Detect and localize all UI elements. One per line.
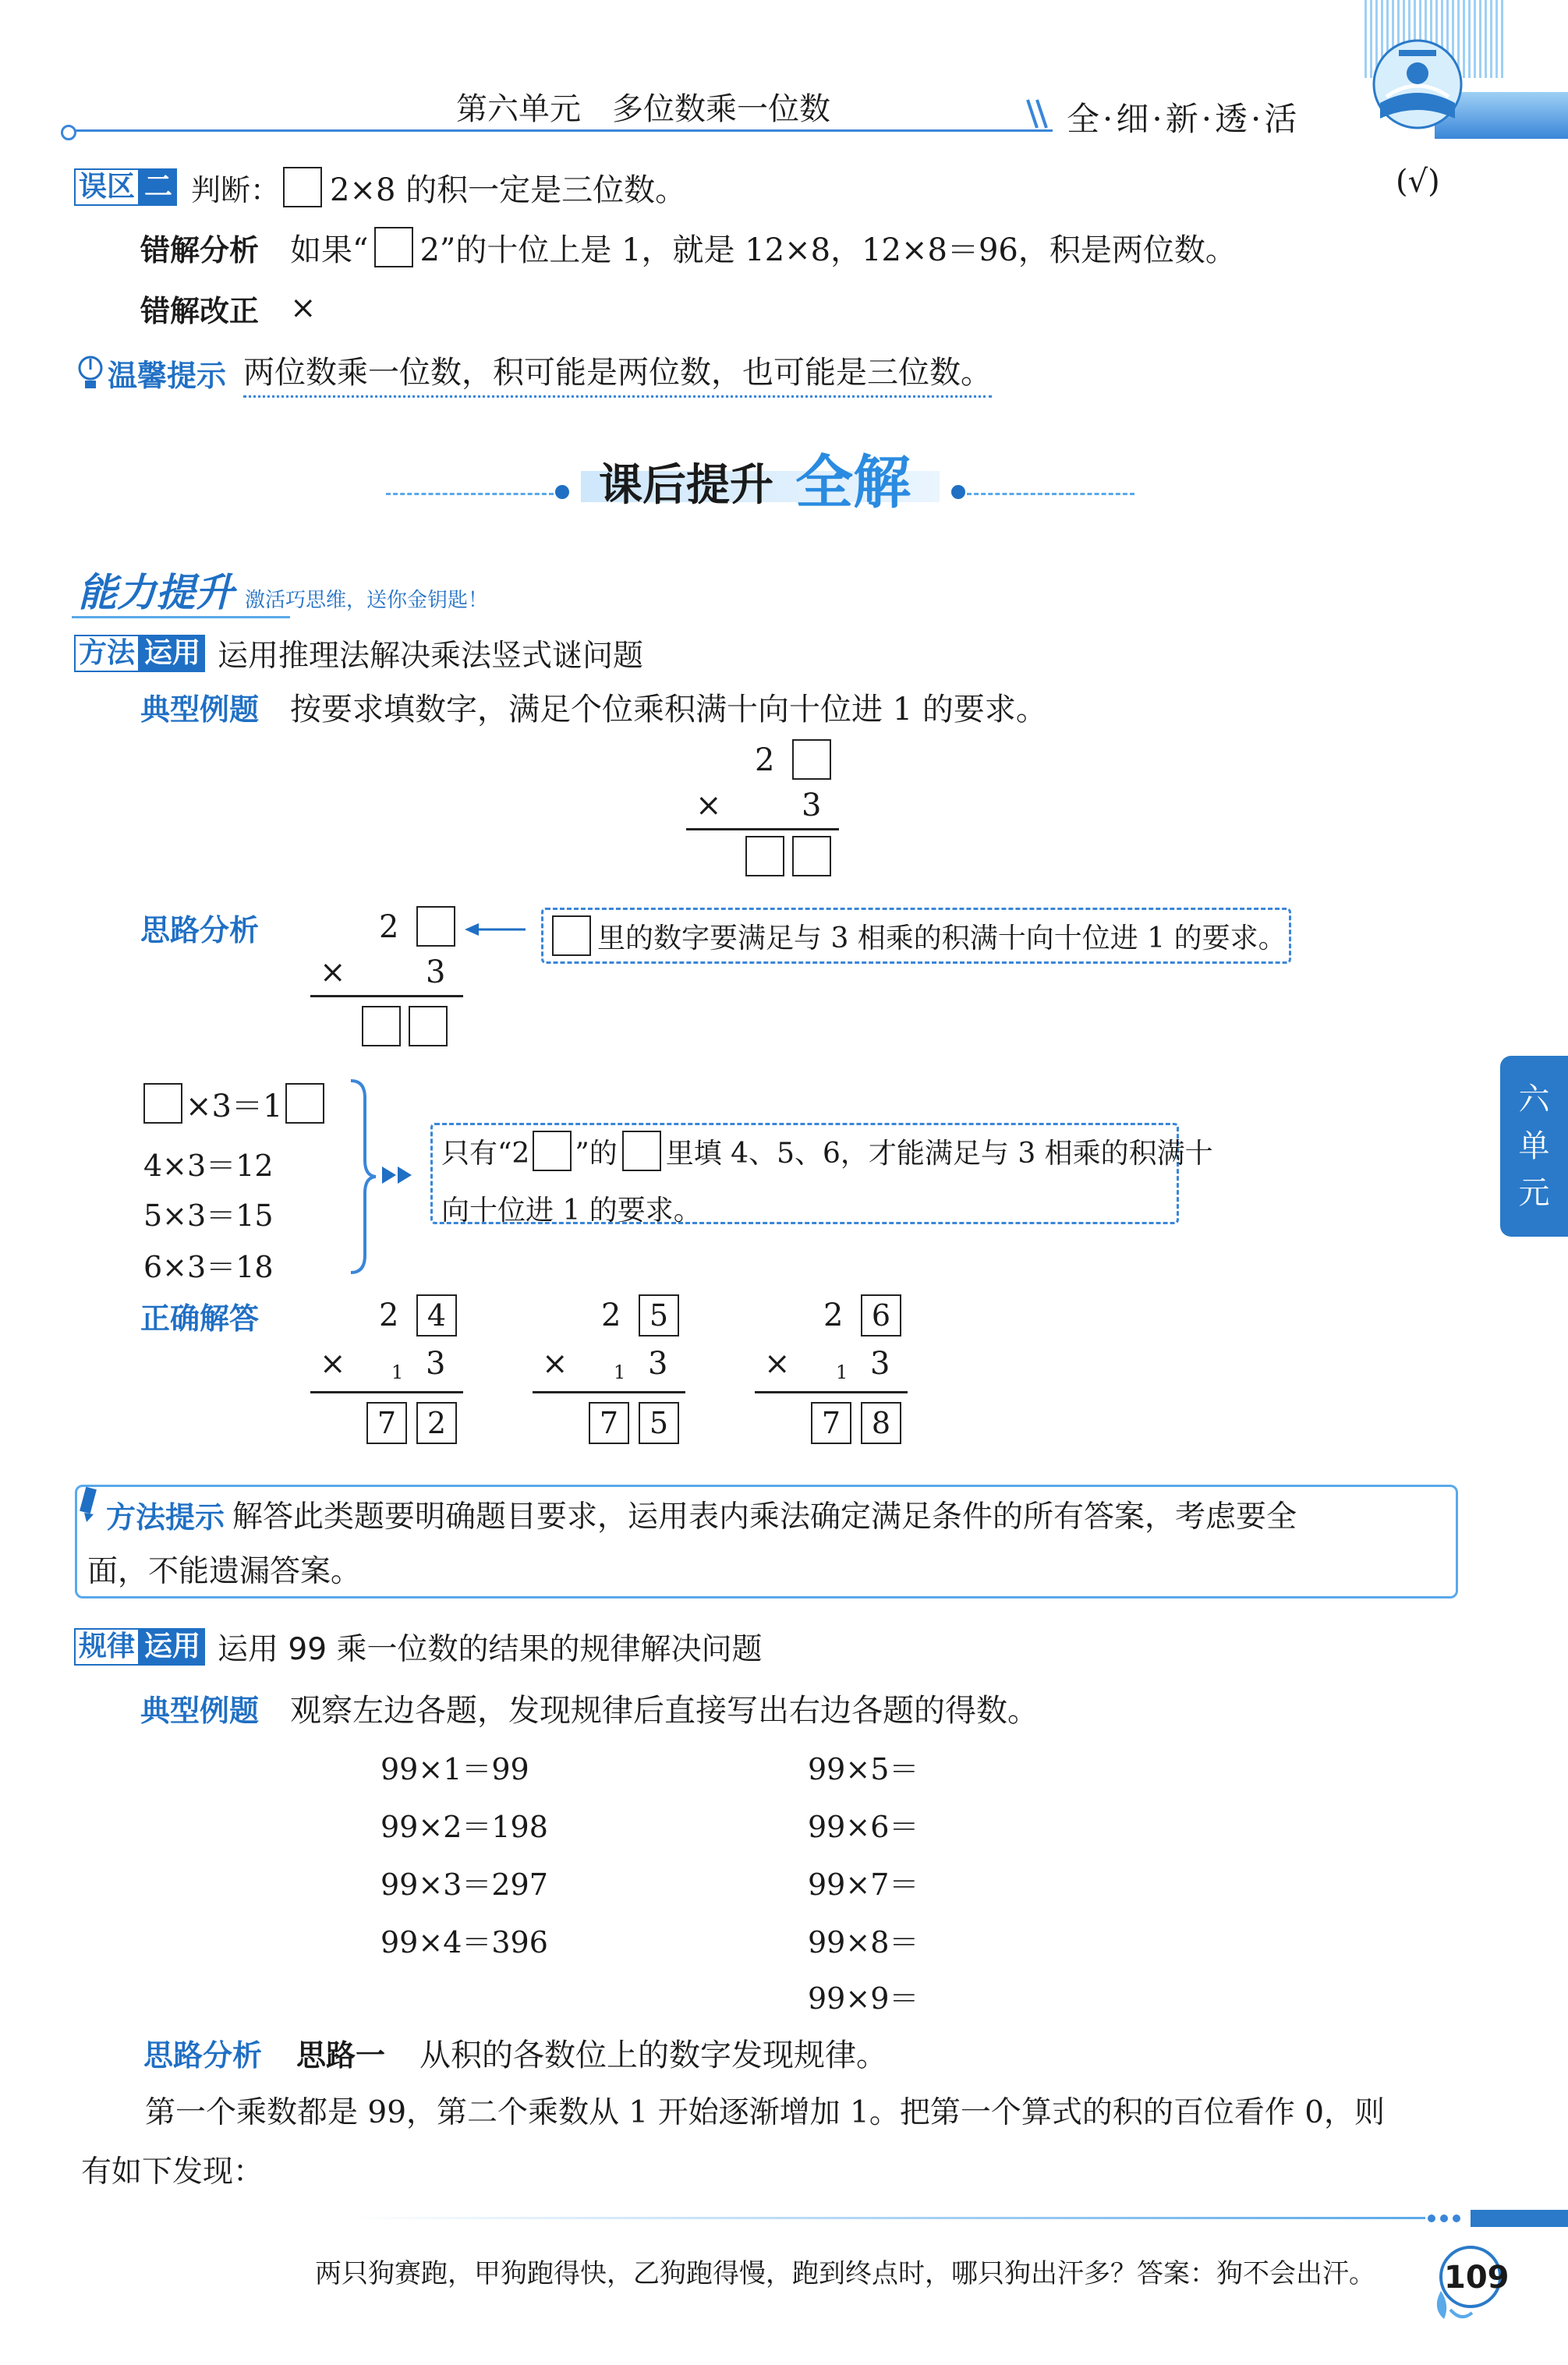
misconception-line (74, 167, 686, 207)
answer-rule (533, 1391, 685, 1393)
section-title (0, 437, 1568, 522)
answer-times: × (764, 1346, 791, 1382)
note2-d: 向十位进 1 的要求。 (441, 1195, 702, 1227)
judge-statement: 2×8 的积一定是三位数。 (330, 172, 687, 208)
correct-label: 错解改正 (140, 293, 260, 328)
analysis-vertical (310, 906, 466, 1054)
note2-b: ”的 (575, 1137, 618, 1170)
tip-line (75, 349, 992, 396)
answer-top: 2 (379, 1298, 399, 1333)
analysis-rule (310, 995, 463, 997)
right-eq-2: 99×6＝ (808, 1810, 919, 1844)
footer-rule (349, 2217, 1425, 2219)
blank-box (409, 1006, 448, 1046)
para1: 第一个乘数都是 99，第二个乘数从 1 开始逐渐增加 1。把第一个算式的积的百位看作 0，则 (145, 2095, 1386, 2130)
series-title: 全·细·新·透·活 (1067, 100, 1301, 138)
blank-box (374, 227, 413, 267)
method-tip-text1: 解答此类题要明确题目要求，运用表内乘法确定满足条件的所有答案，考虑要全 (232, 1499, 1297, 1535)
tag-er: 二 (140, 168, 177, 206)
tip-text: 两位数乘一位数，积可能是两位数，也可能是三位数。 (243, 348, 992, 398)
note1-text: 里的数字要满足与 3 相乘的积满十向十位进 1 的要求。 (597, 922, 1287, 954)
judge-mark: (√) (1396, 164, 1440, 200)
correct-answer: × (290, 290, 317, 326)
answer-result-ones: 2 (416, 1402, 457, 1444)
method-tip-line1 (106, 1492, 1297, 1536)
example2-text: 观察左边各题，发现规律后直接写出右边各题的得数。 (290, 1692, 1039, 1729)
answer-result-tens: 7 (811, 1402, 851, 1444)
example2-line (140, 1687, 1039, 1728)
answer-carry: 1 (391, 1361, 404, 1383)
side-tab-char-2: 单 (1518, 1128, 1550, 1164)
method2-title: 运用 99 乘一位数的结果的规律解决问题 (218, 1632, 763, 1667)
tag-use: 运用 (140, 635, 205, 672)
analysis-top-digit: 2 (379, 909, 399, 945)
section-rule-right (967, 493, 1134, 495)
page-number-badge (1427, 2238, 1513, 2324)
blank-box (416, 906, 455, 947)
answer-box: 6 (861, 1294, 901, 1337)
footer-band (1471, 2210, 1568, 2227)
answer-times: × (542, 1346, 568, 1382)
footer-riddle: 两只狗赛跑，甲狗跑得快，乙狗跑得慢，跑到终点时，哪只狗出汗多？答案：狗不会出汗。 (315, 2258, 1375, 2289)
answer-mult: 3 (426, 1346, 446, 1382)
analysis-line (140, 226, 1237, 268)
left-eq-3: 99×3＝297 (380, 1868, 548, 1902)
right-eq-5: 99×9＝ (808, 1981, 919, 2016)
example1-text: 按要求填数字，满足个位乘积满十向十位进 1 的要求。 (290, 691, 1047, 728)
blank-box (143, 1083, 182, 1124)
fact-eq-1: 4×3＝12 (143, 1149, 274, 1183)
example1-line (140, 686, 1047, 727)
idea-text: 从积的各数位上的数字发现规律。 (419, 2037, 888, 2073)
analysis-multiplier: 3 (426, 954, 446, 990)
answer-vertical (533, 1294, 688, 1458)
method1-title: 运用推理法解决乘法竖式谜问题 (218, 639, 644, 674)
header-rule-dot (61, 125, 76, 140)
answer-result-ones: 8 (861, 1402, 901, 1444)
answer-result-tens: 7 (366, 1402, 407, 1444)
answer-vertical (310, 1294, 466, 1458)
blank-box (362, 1006, 401, 1046)
section-rule-left (386, 493, 554, 495)
answer-result-ones: 5 (639, 1402, 679, 1444)
pencil-icon (75, 1486, 103, 1524)
left-eq-2: 99×2＝198 (380, 1810, 548, 1844)
idea-label: 思路一 (296, 2038, 386, 2073)
side-tab-char-1: 六 (1518, 1082, 1550, 1117)
arrow-left-icon (465, 920, 527, 939)
side-tab-char-3: 元 (1518, 1175, 1550, 1211)
method1-header (74, 633, 643, 674)
problem-vertical (686, 739, 842, 887)
analysis1-label: 思路分析 (140, 913, 260, 947)
left-eq-1: 99×1＝99 (380, 1752, 529, 1786)
double-arrow-icon (382, 1165, 419, 1185)
para2: 有如下发现： (81, 2154, 264, 2190)
answer-rule (310, 1391, 463, 1393)
header-rule (66, 129, 1053, 132)
right-eq-4: 99×8＝ (808, 1925, 919, 1960)
lightbulb-icon (75, 352, 108, 393)
example2-label: 典型例题 (140, 1693, 260, 1728)
section-title-b: 全解 (795, 449, 911, 516)
blank-box (552, 915, 591, 956)
blank-box (533, 1131, 572, 1171)
answer-carry: 1 (836, 1361, 848, 1383)
note1-line (552, 914, 1287, 958)
answer-top: 2 (601, 1298, 621, 1333)
blank-box (285, 1083, 324, 1124)
answers (310, 1294, 934, 1458)
fact-line-0 (143, 1081, 324, 1126)
fact-eq-2: 5×3＝15 (143, 1198, 274, 1233)
blank-box (792, 836, 831, 876)
method2-header (74, 1627, 762, 1667)
judge-label: 判断： (191, 172, 281, 207)
section-dot-right (951, 485, 965, 499)
header-bar (0, 0, 1568, 156)
answer-times: × (320, 1346, 346, 1382)
tag-wu-qu: 误区 (74, 168, 140, 206)
analysis-times: × (320, 954, 346, 990)
correct-line (140, 287, 317, 329)
answer-top: 2 (823, 1298, 844, 1333)
tag-use: 运用 (140, 1628, 205, 1666)
note2-a: 只有“2 (441, 1137, 530, 1170)
answer-rule (755, 1391, 908, 1393)
answer-result-tens: 7 (589, 1402, 629, 1444)
tip-label: 温馨提示 (108, 358, 227, 393)
blank-box (283, 167, 322, 207)
note2-c: 里填 4、5、6，才能满足与 3 相乘的积满十 (665, 1137, 1213, 1170)
analysis-pre: 如果“ (290, 232, 369, 268)
problem-rule (686, 828, 839, 830)
answer-vertical (755, 1294, 911, 1458)
side-tab (1500, 1056, 1568, 1237)
fact-eq-3: 6×3＝18 (143, 1250, 274, 1284)
note2-line-a (441, 1129, 1213, 1173)
answer-carry: 1 (614, 1361, 626, 1383)
analysis2-label: 思路分析 (143, 2038, 263, 2073)
header-slash-icon (1023, 98, 1051, 129)
answer-box: 5 (639, 1294, 679, 1337)
answer1-label: 正确解答 (140, 1301, 260, 1336)
left-eq-4: 99×4＝396 (380, 1925, 548, 1960)
tag-method: 方法 (74, 635, 140, 672)
analysis-label: 错解分析 (140, 232, 260, 267)
right-eq-1: 99×5＝ (808, 1752, 919, 1786)
unit-title: 第六单元 多位数乘一位数 (456, 91, 830, 127)
tag-rule: 规律 (74, 1628, 140, 1666)
problem-times: × (696, 788, 722, 823)
ability-header (78, 563, 488, 618)
section-title-a: 课后提升 (599, 460, 773, 511)
problem-multiplier: 3 (802, 788, 822, 823)
ability-slogan: 激活巧思维，送你金钥匙！ (245, 589, 489, 612)
method-tip-label: 方法提示 (106, 1499, 225, 1535)
analysis-text: 2”的十位上是 1，就是 12×8，12×8＝96，积是两位数。 (419, 232, 1237, 268)
blank-box (622, 1131, 661, 1171)
right-eq-3: 99×7＝ (808, 1868, 919, 1902)
blank-box (792, 739, 831, 780)
answer-mult: 3 (870, 1346, 890, 1382)
ability-title: 能力提升 (78, 570, 234, 615)
answer-box: 4 (416, 1294, 457, 1337)
blank-box (745, 836, 784, 876)
ability-rule (72, 616, 290, 618)
section-dot-left (555, 485, 569, 499)
fact-eq0: ×3＝1 (186, 1088, 283, 1124)
book-logo-icon (1363, 36, 1472, 137)
method-tip-text2: 面，不能遗漏答案。 (87, 1554, 362, 1589)
brace-icon (348, 1079, 379, 1274)
example1-label: 典型例题 (140, 692, 260, 727)
analysis2-line (143, 2030, 887, 2074)
page-number: 109 (1444, 2260, 1510, 2296)
problem-top-digit: 2 (755, 742, 775, 778)
answer-mult: 3 (648, 1346, 668, 1382)
